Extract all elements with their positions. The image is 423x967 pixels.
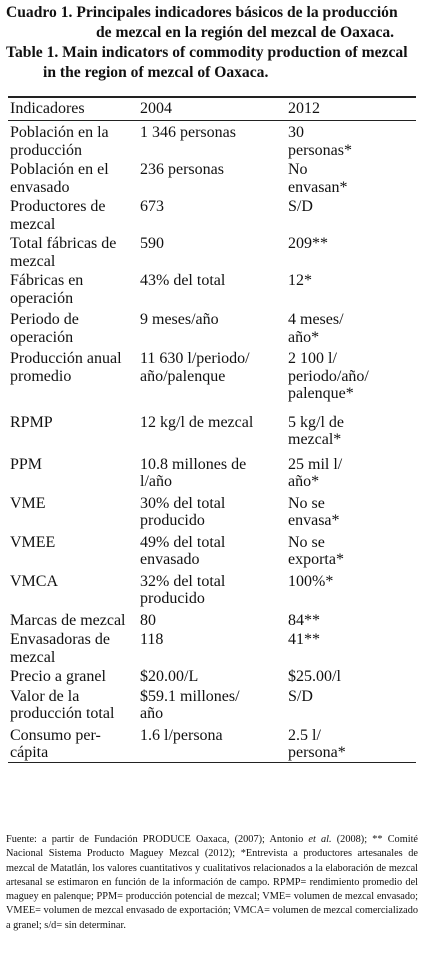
indicator-cell: [8, 668, 140, 686]
indicator-cell: [8, 311, 140, 346]
indicator-cell: [8, 534, 140, 569]
table-row: [8, 270, 416, 307]
cell-line: Producción anual: [10, 350, 122, 367]
cell-line: 209**: [288, 235, 328, 252]
cell-line: envasa*: [288, 512, 340, 529]
value-2004-cell: [140, 124, 288, 159]
cell-line: S/D: [288, 687, 313, 705]
cell-line: l/año: [140, 473, 172, 490]
value-2004-cell: [140, 631, 288, 666]
value-2004-cell: [140, 534, 288, 569]
value-2012-cell: [288, 124, 416, 159]
cell-line: mezcal: [10, 252, 56, 270]
cell-line: operación: [10, 328, 74, 346]
value-2004-cell: [140, 688, 288, 723]
cell-line: 5 kg/l de: [288, 413, 344, 431]
cell-line: 590: [140, 235, 164, 252]
value-2012-cell: [288, 631, 416, 666]
cell-line: 118: [140, 631, 164, 648]
indicator-cell: [8, 198, 140, 233]
table-row: [8, 686, 416, 723]
cell-line: producido: [140, 590, 205, 607]
footnote-part2: (2008); ** Comité Nacional Sistema Producto Maguey Mezcal (2012); *Entrevista a productores artesanales de mezcal de Matatlán, los valores cuantitativos y cualitativos relacionados a la elaboración de mezcal artesanal se estimaron en función de la información de campo. RPMP= rendimiento promedio del maguey en palenque; PPM= producción potencial de mezcal; VME= volumen de mezcal envasado; VMEE= volumen de mezcal envasado de exportación; VMCA= volumen de mezcal comercializado a granel; s/d= sin determinar.: [6, 834, 419, 931]
table-row: [8, 403, 416, 449]
value-2004-cell: [140, 350, 288, 403]
value-2012-cell: [288, 161, 416, 196]
indicator-cell: [8, 612, 140, 630]
caption-es-line2: de mezcal en la región del mezcal de Oaxaca.: [96, 24, 395, 41]
cell-line: 1.6 l/persona: [140, 726, 223, 744]
table-row: [8, 449, 416, 491]
table-row: [8, 530, 416, 569]
table-footnote: [6, 833, 418, 933]
indicator-cell: [8, 272, 140, 307]
footnote-part1: Fuente: a partir de Fundación PRODUCE Oaxaca, (2007); Antonio: [6, 834, 309, 845]
value-2012-cell: [288, 612, 416, 630]
cell-line: 84**: [288, 611, 320, 629]
cell-line: 236 personas: [140, 161, 224, 178]
cell-line: envasado: [10, 178, 70, 196]
value-2004-cell: [140, 668, 288, 686]
cell-line: año*: [288, 328, 320, 346]
indicator-cell: [8, 495, 140, 530]
table-row: [8, 629, 416, 666]
cell-line: Envasadoras de: [10, 631, 110, 648]
cell-line: producido: [140, 512, 205, 529]
cell-line: VMEE: [10, 533, 56, 551]
cell-line: No: [288, 161, 308, 178]
value-2012-cell: [288, 727, 416, 762]
cell-line: 1 346 personas: [140, 124, 236, 141]
cell-line: mezcal: [10, 215, 56, 233]
cell-line: año*: [288, 473, 320, 490]
cell-line: $20.00/L: [140, 668, 199, 685]
cell-line: 30: [288, 124, 304, 141]
value-2012-cell: [288, 350, 416, 403]
cell-line: Valor de la: [10, 687, 80, 705]
table-bottom-rule: [8, 762, 416, 763]
cell-line: 4 meses/: [288, 311, 344, 328]
table-row: [8, 196, 416, 233]
indicators-table: [8, 96, 416, 763]
indicator-cell: [8, 350, 140, 403]
cell-line: producción total: [10, 705, 115, 722]
cell-line: Periodo de: [10, 311, 79, 328]
value-2012-cell: [288, 668, 416, 686]
cell-line: cápita: [10, 744, 49, 761]
cell-line: envasan*: [288, 178, 348, 196]
cell-line: 673: [140, 198, 164, 215]
value-2012-cell: [288, 414, 416, 449]
cell-line: exporta*: [288, 551, 344, 568]
value-2012-cell: [288, 311, 416, 346]
cell-line: Fábricas en: [10, 272, 84, 289]
indicator-cell: [8, 414, 140, 449]
table-row: [8, 346, 416, 403]
table-row: [8, 307, 416, 346]
cell-line: promedio: [10, 367, 72, 385]
table-row: [8, 569, 416, 608]
cell-line: operación: [10, 289, 74, 307]
cell-line: $25.00/l: [288, 668, 341, 685]
cell-line: Precio a granel: [10, 668, 106, 685]
caption-en-line2: in the region of mezcal of Oaxaca.: [43, 64, 269, 81]
cell-line: 2.5 l/: [288, 726, 321, 744]
header-indicadores: Indicadores: [10, 100, 85, 117]
table-row: [8, 233, 416, 270]
indicator-cell: [8, 631, 140, 666]
caption-es-line1: Cuadro 1. Principales indicadores básicos de la producción: [6, 4, 398, 21]
cell-line: $59.1 millones/: [140, 687, 240, 705]
value-2004-cell: [140, 727, 288, 762]
value-2012-cell: [288, 235, 416, 270]
cell-line: mezcal*: [288, 431, 342, 448]
cell-line: 100%*: [288, 572, 334, 590]
table-row: [8, 666, 416, 686]
cell-line: mezcal: [10, 648, 56, 666]
cell-line: producción: [10, 141, 82, 159]
indicator-cell: [8, 688, 140, 723]
cell-line: 11 630 l/periodo/: [140, 350, 250, 367]
caption-en-line1: Table 1. Main indicators of commodity production of mezcal: [6, 44, 408, 61]
indicator-cell: [8, 235, 140, 270]
cell-line: año: [140, 705, 164, 722]
value-2004-cell: [140, 272, 288, 307]
cell-line: S/D: [288, 198, 313, 215]
table-row: [8, 608, 416, 630]
indicator-cell: [8, 573, 140, 608]
indicator-cell: [8, 161, 140, 196]
table-row: [8, 723, 416, 762]
value-2004-cell: [140, 198, 288, 233]
cell-line: 32% del total: [140, 572, 226, 590]
cell-line: persona*: [288, 744, 346, 761]
cell-line: No se: [288, 494, 325, 512]
value-2012-cell: [288, 272, 416, 307]
cell-line: Productores de: [10, 198, 106, 215]
cell-line: Población en el: [10, 161, 109, 178]
indicator-cell: [8, 727, 140, 762]
cell-line: periodo/año/: [288, 367, 369, 385]
value-2012-cell: [288, 198, 416, 233]
cell-line: VMCA: [10, 572, 59, 590]
value-2004-cell: [140, 573, 288, 608]
table-row: [8, 121, 416, 159]
cell-line: 43% del total: [140, 272, 226, 289]
cell-line: palenque*: [288, 385, 354, 402]
cell-line: 2 100 l/: [288, 350, 337, 367]
cell-line: personas*: [288, 141, 352, 159]
cell-line: Consumo per-: [10, 726, 101, 744]
cell-line: Total fábricas de: [10, 235, 117, 252]
cell-line: 12*: [288, 272, 312, 289]
cell-line: 41**: [288, 631, 320, 648]
cell-line: RPMP: [10, 413, 53, 431]
value-2012-cell: [288, 495, 416, 530]
cell-line: 25 mil l/: [288, 455, 343, 473]
header-2004: 2004: [140, 100, 172, 117]
cell-line: 12 kg/l de mezcal: [140, 413, 254, 431]
cell-line: Marcas de mezcal: [10, 611, 126, 629]
value-2004-cell: [140, 456, 288, 491]
cell-line: envasado: [140, 551, 200, 568]
footnote-italic: et al.: [308, 834, 332, 845]
header-2012: 2012: [288, 100, 320, 117]
cell-line: Población en la: [10, 124, 109, 141]
value-2004-cell: [140, 495, 288, 530]
cell-line: PPM: [10, 455, 43, 473]
indicator-cell: [8, 456, 140, 491]
cell-line: 10.8 millones de: [140, 455, 247, 473]
table-row: [8, 491, 416, 530]
value-2012-cell: [288, 688, 416, 723]
indicator-cell: [8, 124, 140, 159]
table-body: [8, 121, 416, 762]
cell-line: año/palenque: [140, 367, 226, 385]
value-2004-cell: [140, 161, 288, 196]
table-header-row: [8, 98, 416, 120]
value-2012-cell: [288, 534, 416, 569]
value-2012-cell: [288, 573, 416, 608]
cell-line: No se: [288, 533, 325, 551]
cell-line: 30% del total: [140, 494, 226, 512]
cell-line: 9 meses/año: [140, 311, 219, 328]
table-caption: [6, 3, 418, 83]
value-2012-cell: [288, 456, 416, 491]
cell-line: 80: [140, 611, 156, 629]
value-2004-cell: [140, 311, 288, 346]
value-2004-cell: [140, 612, 288, 630]
cell-line: 49% del total: [140, 533, 226, 551]
table-row: [8, 159, 416, 196]
value-2004-cell: [140, 414, 288, 449]
cell-line: VME: [10, 494, 46, 512]
value-2004-cell: [140, 235, 288, 270]
